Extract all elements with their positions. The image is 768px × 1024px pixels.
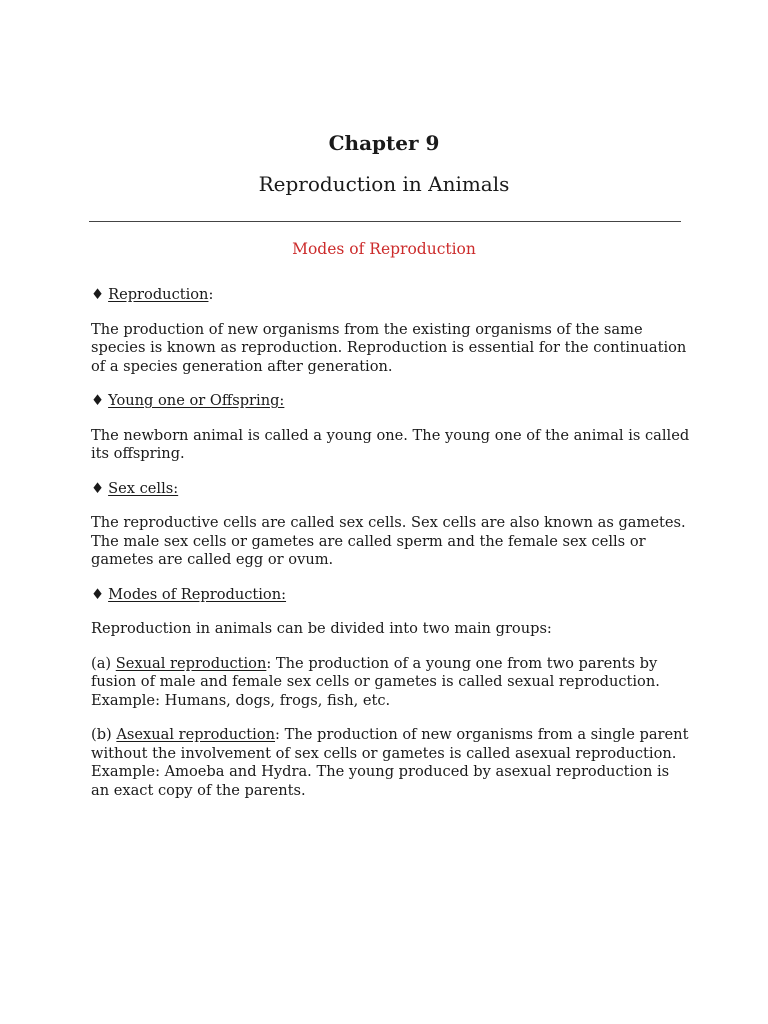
term-heading-modes	[91, 586, 691, 605]
definition-text: : The production of new organisms from a single parent without the involvement of sex cells or gametes is called asexual reproduction. Example: Amoeba and Hydra. The young produced by asexual reproduction is an exact copy of the parents.	[91, 726, 689, 799]
term-label: Modes of Reproduction:	[108, 585, 287, 603]
chapter-subtitle: Reproduction in Animals	[258, 172, 510, 196]
diamond-bullet-icon: ♦	[91, 479, 105, 497]
term-label: Young one or Offspring:	[108, 392, 285, 409]
diamond-bullet-icon: ♦	[91, 585, 105, 603]
diamond-bullet-icon: ♦	[91, 286, 105, 303]
definition-text: : The production of a young one from two parents by fusion of male and female sex cells or gametes is called sexual reproduction. Example: Humans, dogs, frogs, fish, etc.	[91, 654, 660, 709]
term-heading-offspring	[91, 392, 691, 411]
paragraph-sex-cells: The reproductive cells are called sex cells. Sex cells are also known as gametes. The male sex cells or gametes are called sperm and the female sex cells or gametes are called egg or ovum.	[91, 514, 686, 568]
term-heading-reproduction	[91, 286, 691, 305]
list-prefix: (a)	[91, 654, 116, 672]
term-label: Reproduction	[108, 286, 209, 303]
paragraph-offspring: The newborn animal is called a young one. The young one of the animal is called its offspring.	[91, 426, 690, 462]
term-suffix: :	[208, 286, 214, 303]
paragraph-reproduction: The production of new organisms from the existing organisms of the same species is known as reproduction. Reproduction is essential for the continuation of a species generation after generation.	[91, 320, 687, 375]
diamond-bullet-icon: ♦	[91, 392, 105, 409]
paragraph-asexual-reproduction	[91, 726, 691, 800]
chapter-title: Chapter 9	[328, 131, 440, 155]
horizontal-divider	[89, 221, 681, 222]
paragraph-sexual-reproduction	[91, 655, 691, 711]
term-label: Sex cells:	[108, 479, 179, 497]
term-asexual-reproduction: Asexual reproduction	[116, 726, 276, 743]
term-heading-sex-cells	[91, 480, 691, 499]
term-sexual-reproduction: Sexual reproduction	[115, 654, 267, 672]
paragraph-modes-intro: Reproduction in animals can be divided into two main groups:	[91, 620, 552, 637]
section-heading: Modes of Reproduction	[292, 240, 476, 258]
content-body	[91, 286, 691, 816]
list-prefix: (b)	[91, 726, 117, 743]
